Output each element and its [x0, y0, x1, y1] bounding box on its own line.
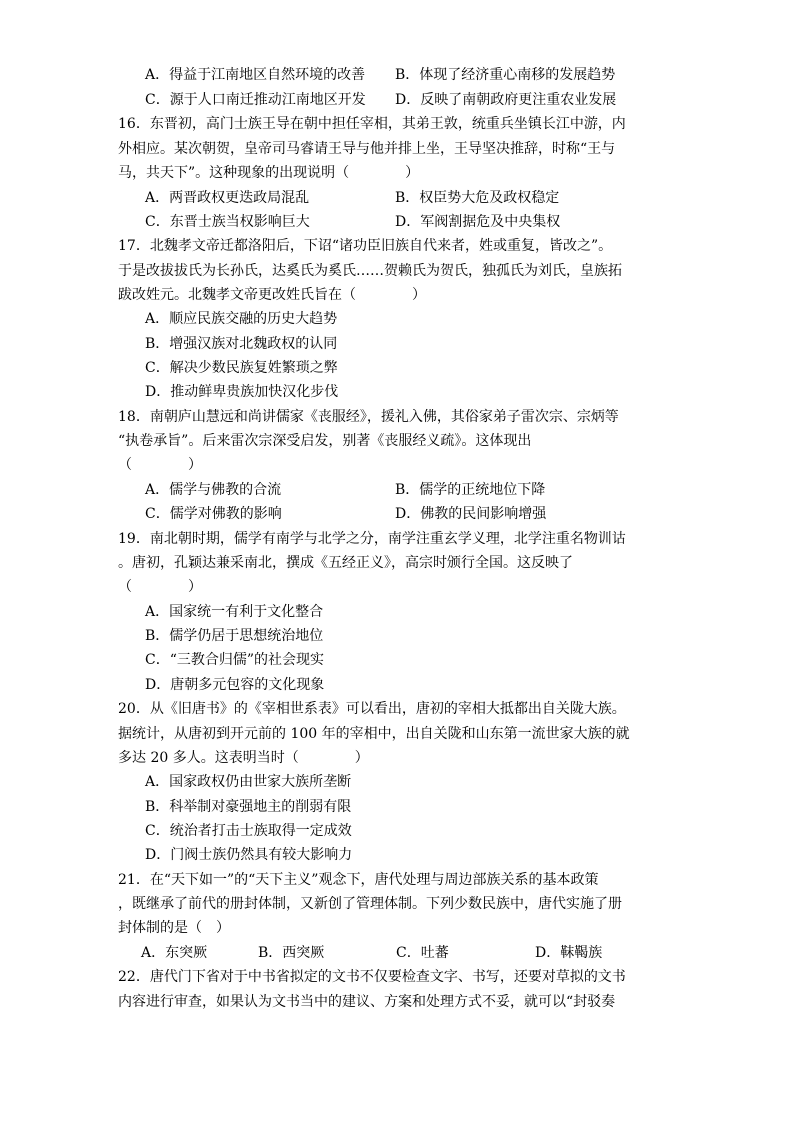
q20-option-b: B．科举制对豪强地主的削弱有限: [145, 799, 352, 815]
q19-option-a: A．国家统一有利于文化整合: [145, 604, 324, 620]
q21-stem-line-1: 21．在“天下如一”的“天下主义”观念下，唐代处理与周边部族关系的基本政策: [118, 872, 599, 888]
q20-option-c: C．统治者打击士族取得一定成效: [145, 823, 352, 839]
q16-option-a: A．两晋政权更迭政局混乱: [145, 190, 310, 206]
q18-stem-line-1: 18．南朝庐山慧远和尚讲儒家《丧服经》，援礼入佛，其俗家弟子雷次宗、宗炳等: [118, 409, 619, 425]
q19-stem-line-1: 19．南北朝时期，儒学有南学与北学之分，南学注重玄学义理，北学注重名物训诂: [118, 531, 626, 547]
q19-answer-blank: （ ）: [118, 579, 202, 595]
q18-stem-line-2: “执卷承旨”。后来雷次宗深受启发，别著《丧服经义疏》。这体现出: [118, 433, 532, 449]
q18-option-c: C．儒学对佛教的影响: [145, 506, 282, 522]
q21-option-b: B．西突厥: [258, 945, 325, 961]
q19-option-c: C．“三教合归儒”的社会现实: [145, 652, 325, 668]
q17-option-d: D．推动鲜卑贵族加快汉化步伐: [145, 384, 339, 400]
q15-option-a: A．得益于江南地区自然环境的改善: [145, 67, 366, 83]
q20-stem-line-3: 多达 20 多人。这表明当时（ ）: [118, 750, 369, 766]
q19-option-d: D．唐朝多元包容的文化现象: [145, 677, 325, 693]
q16-stem-line-2: 外相应。某次朝贺，皇帝司马睿请王导与他并排上坐，王导坚决推辞，时称“王与: [118, 141, 616, 157]
q22-stem-line-2: 内容进行审查，如果认为文书当中的建议、方案和处理方式不妥，就可以“封驳奏: [118, 994, 616, 1010]
q18-option-b: B．儒学的正统地位下降: [395, 482, 546, 498]
q21-option-a: A．东突厥: [141, 945, 208, 961]
q17-option-a: A．顺应民族交融的历史大趋势: [145, 311, 338, 327]
q20-option-a: A．国家政权仍由世家大族所垄断: [145, 774, 352, 790]
q15-option-d: D．反映了南朝政府更注重农业发展: [395, 92, 617, 108]
q16-option-d: D．军阀割据危及中央集权: [395, 214, 561, 230]
q17-stem-line-3: 跋改姓元。北魏孝文帝更改姓氏旨在（ ）: [118, 287, 426, 303]
q20-stem-line-1: 20．从《旧唐书》的《宰相世系表》可以看出，唐初的宰相大抵都出自关陇大族。: [118, 701, 626, 717]
q18-option-d: D．佛教的民间影响增强: [395, 506, 547, 522]
q22-stem-line-1: 22．唐代门下省对于中书省拟定的文书不仅要检查文字、书写，还要对草拟的文书: [118, 969, 626, 985]
q21-option-c: C．吐蕃: [396, 945, 449, 961]
q16-option-c: C．东晋士族当权影响巨大: [145, 214, 310, 230]
q19-stem-line-2: 。唐初，孔颖达兼采南北，撰成《五经正义》，高宗时颁行全国。这反映了: [118, 555, 573, 571]
q15-option-c: C．源于人口南迁推动江南地区开发: [145, 92, 366, 108]
q20-stem-line-2: 据统计，从唐初到开元前的 100 年的宰相中，出自关陇和山东第一流世家大族的就: [118, 726, 630, 742]
q16-stem-line-3: 马，共天下”。这种现象的出现说明（ ）: [118, 165, 420, 181]
q21-stem-line-3: 封体制的是（ ）: [118, 920, 230, 936]
q18-answer-blank: （ ）: [118, 457, 202, 473]
q18-option-a: A．儒学与佛教的合流: [145, 482, 282, 498]
q17-option-c: C．解决少数民族复姓繁琐之弊: [145, 360, 338, 376]
q21-stem-line-2: ，既继承了前代的册封体制，又新创了管理体制。下列少数民族中，唐代实施了册: [118, 896, 622, 912]
q20-option-d: D．门阀士族仍然具有较大影响力: [145, 847, 353, 863]
q16-stem-line-1: 16．东晋初，高门士族王导在朝中担任宰相，其弟王敦，统重兵坐镇长江中游，内: [118, 116, 626, 132]
q17-option-b: B．增强汉族对北魏政权的认同: [145, 336, 338, 352]
q16-option-b: B．权臣势大危及政权稳定: [395, 190, 560, 206]
q17-stem-line-1: 17．北魏孝文帝迁都洛阳后，下诏“诸功臣旧族自代来者，姓或重复，皆改之”。: [118, 238, 613, 254]
q19-option-b: B．儒学仍居于思想统治地位: [145, 628, 324, 644]
q15-option-b: B．体现了经济重心南移的发展趋势: [395, 67, 616, 83]
q17-stem-line-2: 于是改拔拔氏为长孙氏，达奚氏为奚氏……贺赖氏为贺氏，独孤氏为刘氏，皇族拓: [118, 263, 622, 279]
q21-option-d: D．靺鞨族: [535, 945, 603, 961]
